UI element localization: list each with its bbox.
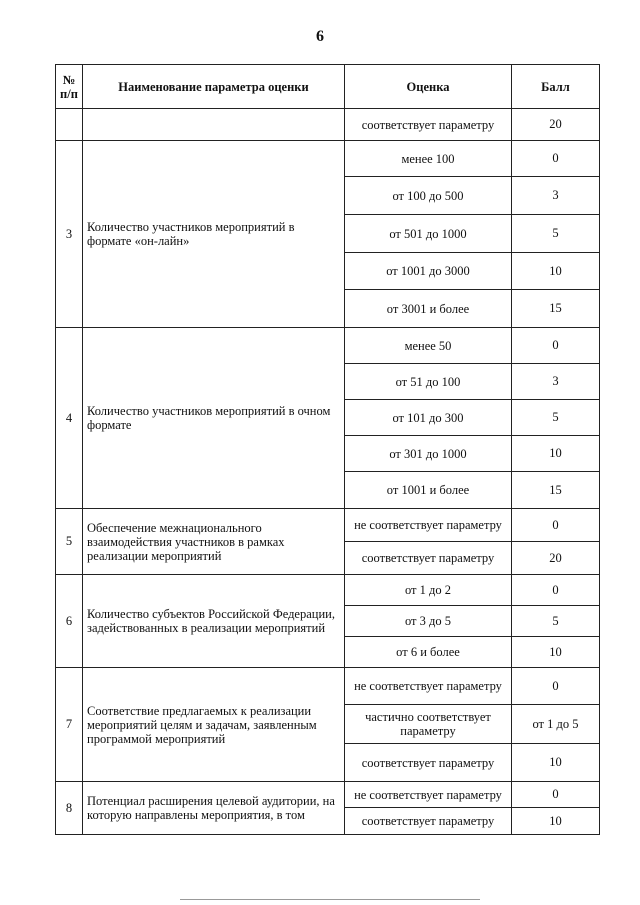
header-row (56, 65, 600, 109)
evaluation-cell: соответствует параметру (345, 808, 512, 835)
evaluation-cell: от 1 до 2 (345, 575, 512, 606)
criterion-number: 4 (56, 328, 83, 509)
score-cell: 0 (512, 141, 600, 177)
score-cell: 10 (512, 808, 600, 835)
criterion-name: Количество участников мероприятий в формате «он-лайн» (83, 141, 345, 328)
evaluation-cell: от 501 до 1000 (345, 215, 512, 253)
evaluation-cell: не соответствует параметру (345, 509, 512, 542)
evaluation-cell: не соответствует параметру (345, 782, 512, 808)
evaluation-cell: менее 100 (345, 141, 512, 177)
table-row (56, 575, 600, 606)
criterion-number: 8 (56, 782, 83, 835)
page-number: 6 (316, 28, 324, 45)
evaluation-cell: от 6 и более (345, 637, 512, 668)
score-cell: 3 (512, 364, 600, 400)
table-row (56, 328, 600, 364)
evaluation-cell: от 100 до 500 (345, 177, 512, 215)
header-score: Балл (512, 65, 600, 109)
criterion-name: Потенциал расширения целевой аудитории, на которую направлены мероприятия, в том (83, 782, 345, 835)
evaluation-cell: от 51 до 100 (345, 364, 512, 400)
evaluation-cell: не соответствует параметру (345, 668, 512, 705)
criterion-number: 6 (56, 575, 83, 668)
score-cell: от 1 до 5 (512, 705, 600, 744)
criterion-number: 7 (56, 668, 83, 782)
score-cell: 10 (512, 436, 600, 472)
score-cell: 15 (512, 290, 600, 328)
evaluation-cell: от 101 до 300 (345, 400, 512, 436)
score-cell: 10 (512, 637, 600, 668)
criterion-name: Количество участников мероприятий в очном формате (83, 328, 345, 509)
criterion-name: Соответствие предлагаемых к реализации мероприятий целям и задачам, заявленным программой мероприятий (83, 668, 345, 782)
continuation-num (56, 109, 83, 141)
criterion-name: Обеспечение межнационального взаимодействия участников в рамках реализации мероприятий (83, 509, 345, 575)
evaluation-cell: от 301 до 1000 (345, 436, 512, 472)
continuation-row (56, 109, 600, 141)
continuation-evaluation: соответствует параметру (345, 109, 512, 141)
table-row (56, 509, 600, 542)
evaluation-cell: соответствует параметру (345, 744, 512, 782)
score-cell: 3 (512, 177, 600, 215)
header-evaluation: Оценка (345, 65, 512, 109)
score-cell: 5 (512, 606, 600, 637)
continuation-score: 20 (512, 109, 600, 141)
evaluation-cell: менее 50 (345, 328, 512, 364)
score-cell: 10 (512, 253, 600, 290)
criterion-number: 5 (56, 509, 83, 575)
score-cell: 0 (512, 575, 600, 606)
header-name: Наименование параметра оценки (83, 65, 345, 109)
evaluation-cell: от 1001 до 3000 (345, 253, 512, 290)
evaluation-cell: соответствует параметру (345, 542, 512, 575)
table-row (56, 782, 600, 808)
score-cell: 0 (512, 509, 600, 542)
table-row (56, 141, 600, 177)
score-cell: 20 (512, 542, 600, 575)
criteria-table (55, 64, 600, 835)
scan-edge-line (180, 899, 480, 900)
score-cell: 5 (512, 400, 600, 436)
score-cell: 0 (512, 328, 600, 364)
evaluation-cell: от 3001 и более (345, 290, 512, 328)
score-cell: 0 (512, 782, 600, 808)
score-cell: 5 (512, 215, 600, 253)
table-body (56, 109, 600, 835)
header-num: № п/п (56, 65, 83, 109)
table-row (56, 668, 600, 705)
evaluation-cell: от 3 до 5 (345, 606, 512, 637)
evaluation-cell: от 1001 и более (345, 472, 512, 509)
criterion-number: 3 (56, 141, 83, 328)
evaluation-cell: частично соответствует параметру (345, 705, 512, 744)
score-cell: 0 (512, 668, 600, 705)
score-cell: 15 (512, 472, 600, 509)
continuation-name (83, 109, 345, 141)
criterion-name: Количество субъектов Российской Федерации, задействованных в реализации мероприятий (83, 575, 345, 668)
score-cell: 10 (512, 744, 600, 782)
